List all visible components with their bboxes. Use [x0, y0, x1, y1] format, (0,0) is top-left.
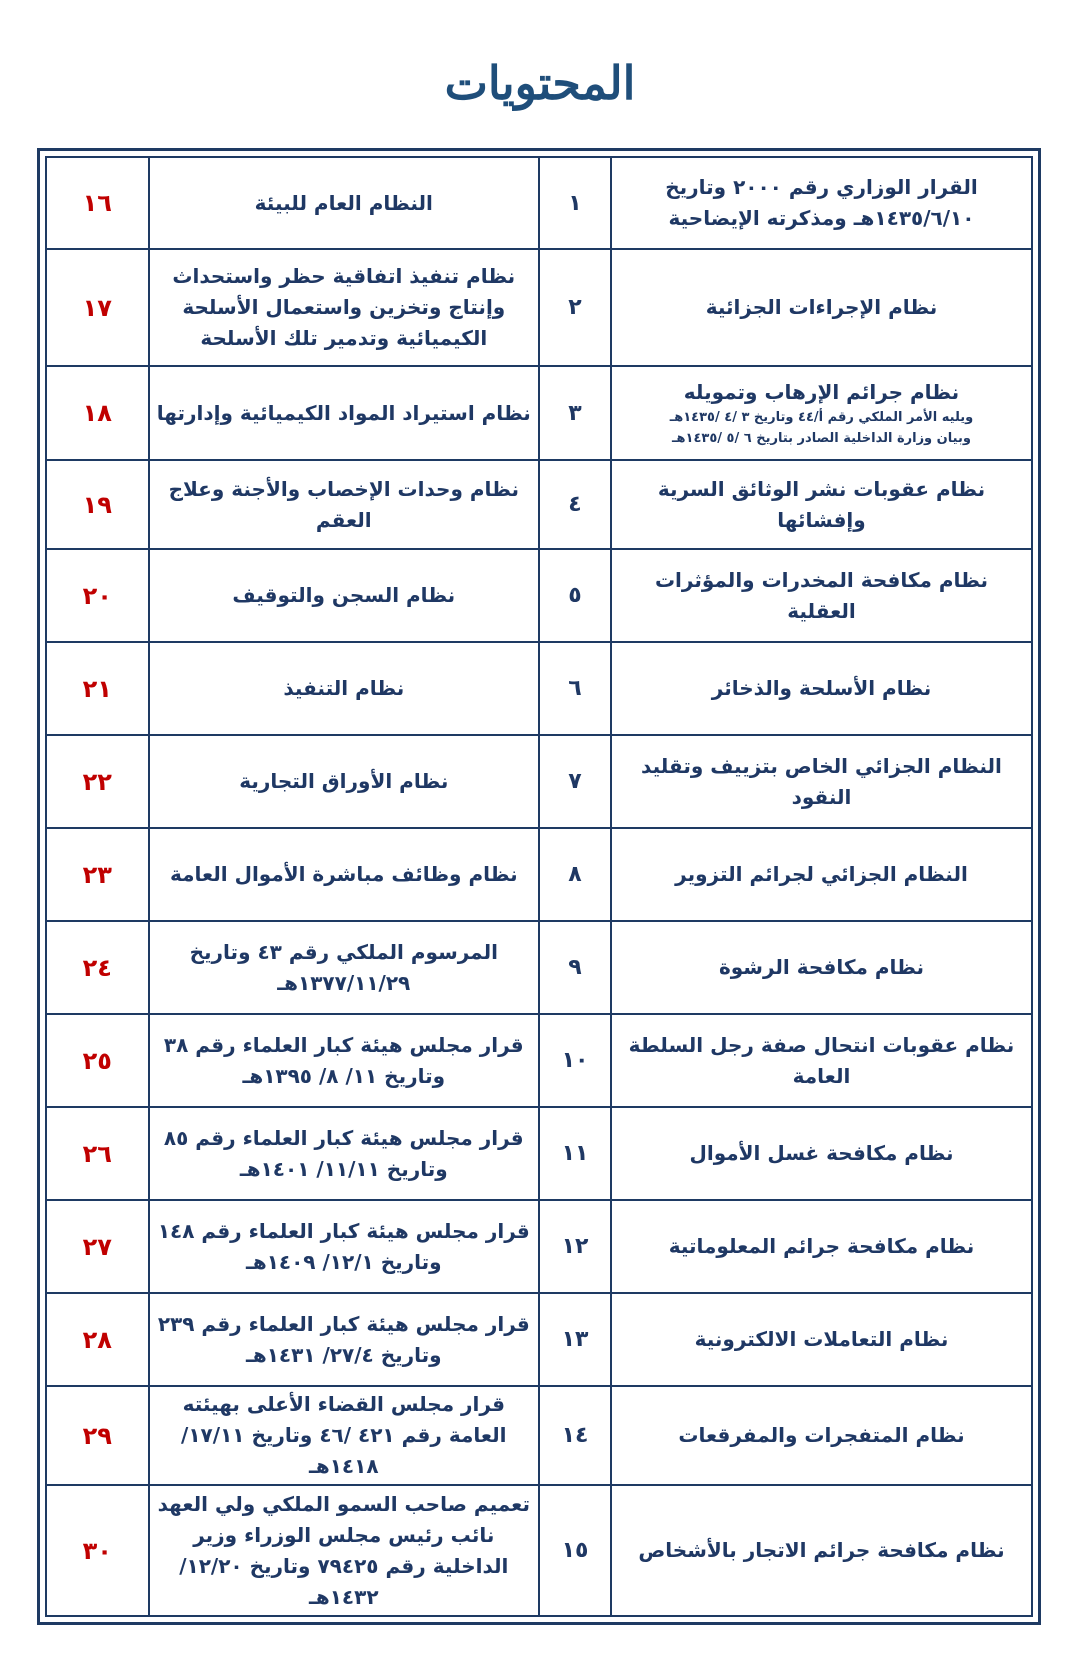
entry-title[interactable]: نظام التنفيذ: [149, 642, 539, 735]
entry-title[interactable]: قرار مجلس هيئة كبار العلماء رقم ٢٣٩ وتاريخ ٢٧/٤/ ١٤٣١هـ: [149, 1293, 539, 1386]
entry-number: ٢٨: [46, 1293, 149, 1386]
table-row: [46, 735, 1032, 828]
entry-title[interactable]: نظام الأسلحة والذخائر: [611, 642, 1032, 735]
entry-number: ٥: [539, 549, 611, 642]
table-row: [46, 460, 1032, 549]
entry-title[interactable]: نظام استيراد المواد الكيميائية وإدارتها: [149, 366, 539, 460]
entry-number: ٢٥: [46, 1014, 149, 1107]
table-row: [46, 1293, 1032, 1386]
entry-number: ٢٧: [46, 1200, 149, 1293]
entry-title[interactable]: نظام مكافحة جرائم الاتجار بالأشخاص: [611, 1485, 1032, 1616]
table-row: [46, 157, 1032, 249]
entry-number: ١١: [539, 1107, 611, 1200]
table-row: [46, 366, 1032, 460]
entry-title[interactable]: نظام وظائف مباشرة الأموال العامة: [149, 828, 539, 921]
entry-title[interactable]: [611, 366, 1032, 460]
entry-title[interactable]: نظام مكافحة غسل الأموال: [611, 1107, 1032, 1200]
entry-number: ٤: [539, 460, 611, 549]
entry-number: ١: [539, 157, 611, 249]
table-row: [46, 1386, 1032, 1485]
entry-title[interactable]: تعميم صاحب السمو الملكي ولي العهد نائب رئيس مجلس الوزراء وزير الداخلية رقم ٧٩٤٢٥ وتاريخ ١٢/٢٠/ ١٤٣٢هـ: [149, 1485, 539, 1616]
page-title: المحتويات: [444, 56, 636, 110]
table-row: [46, 921, 1032, 1014]
entry-number: ٢٤: [46, 921, 149, 1014]
entry-title[interactable]: قرار مجلس هيئة كبار العلماء رقم ١٤٨ وتاريخ ١٢/١/ ١٤٠٩هـ: [149, 1200, 539, 1293]
table-row: [46, 1107, 1032, 1200]
entry-number: ٣٠: [46, 1485, 149, 1616]
entry-title[interactable]: القرار الوزاري رقم ٢٠٠٠ وتاريخ ١٤٣٥/٦/١٠هـ ومذكرته الإيضاحية: [611, 157, 1032, 249]
entry-title[interactable]: نظام عقوبات نشر الوثائق السرية وإفشائها: [611, 460, 1032, 549]
entry-title[interactable]: نظام مكافحة المخدرات والمؤثرات العقلية: [611, 549, 1032, 642]
entry-number: ٢٩: [46, 1386, 149, 1485]
entry-subtitle: وبيان وزارة الداخلية الصادر بتاريخ ٦ /٥ /١٤٣٥هـ: [672, 430, 971, 446]
entry-title[interactable]: نظام مكافحة الرشوة: [611, 921, 1032, 1014]
entry-number: ٢٢: [46, 735, 149, 828]
entry-number: ٦: [539, 642, 611, 735]
entry-title[interactable]: النظام الجزائي الخاص بتزييف وتقليد النقود: [611, 735, 1032, 828]
entry-title[interactable]: نظام الأوراق التجارية: [149, 735, 539, 828]
entry-number: ١٥: [539, 1485, 611, 1616]
entry-number: ١٢: [539, 1200, 611, 1293]
entry-title[interactable]: نظام عقوبات انتحال صفة رجل السلطة العامة: [611, 1014, 1032, 1107]
contents-table: [37, 148, 1041, 1625]
entry-number: ٣: [539, 366, 611, 460]
entry-number: ١٨: [46, 366, 149, 460]
entry-number: ٩: [539, 921, 611, 1014]
entry-number: ٢: [539, 249, 611, 366]
table-row: [46, 1200, 1032, 1293]
table-row: [46, 549, 1032, 642]
entry-number: ١٧: [46, 249, 149, 366]
entry-title[interactable]: نظام التعاملات الالكترونية: [611, 1293, 1032, 1386]
entry-title[interactable]: النظام الجزائي لجرائم التزوير: [611, 828, 1032, 921]
entry-subtitle: ويليه الأمر الملكي رقم أ/٤٤ وتاريخ ٣ /٤ /١٤٣٥هـ: [669, 410, 974, 426]
entry-title[interactable]: نظام السجن والتوقيف: [149, 549, 539, 642]
entry-title[interactable]: نظام مكافحة جرائم المعلوماتية: [611, 1200, 1032, 1293]
entry-number: ٢٣: [46, 828, 149, 921]
entry-title[interactable]: النظام العام للبيئة: [149, 157, 539, 249]
entry-title[interactable]: قرار مجلس هيئة كبار العلماء رقم ٨٥ وتاريخ ١١/١١/ ١٤٠١هـ: [149, 1107, 539, 1200]
entry-title-main: نظام جرائم الإرهاب وتمويله: [683, 380, 960, 405]
table-row: [46, 828, 1032, 921]
entry-title[interactable]: قرار مجلس هيئة كبار العلماء رقم ٣٨ وتاريخ ١١/ ٨/ ١٣٩٥هـ: [149, 1014, 539, 1107]
entry-number: ١٠: [539, 1014, 611, 1107]
entry-number: ٢٠: [46, 549, 149, 642]
table-row: [46, 642, 1032, 735]
entry-title[interactable]: نظام وحدات الإخصاب والأجنة وعلاج العقم: [149, 460, 539, 549]
entry-title[interactable]: نظام تنفيذ اتفاقية حظر واستحداث وإنتاج وتخزين واستعمال الأسلحة الكيميائية وتدمير تلك الأسلحة: [149, 249, 539, 366]
entry-number: ١٦: [46, 157, 149, 249]
entry-number: ١٩: [46, 460, 149, 549]
entry-number: ٨: [539, 828, 611, 921]
entry-title[interactable]: المرسوم الملكي رقم ٤٣ وتاريخ ١٣٧٧/١١/٢٩هـ: [149, 921, 539, 1014]
entry-number: ٧: [539, 735, 611, 828]
table-row: [46, 249, 1032, 366]
entry-number: ١٣: [539, 1293, 611, 1386]
entry-title[interactable]: قرار مجلس القضاء الأعلى بهيئته العامة رقم ٤٢١ /٤٦ وتاريخ ١٧/١١/ ١٤١٨هـ: [149, 1386, 539, 1485]
entry-title[interactable]: نظام المتفجرات والمفرقعات: [611, 1386, 1032, 1485]
entry-number: ٢٦: [46, 1107, 149, 1200]
entry-title[interactable]: نظام الإجراءات الجزائية: [611, 249, 1032, 366]
table-row: [46, 1485, 1032, 1616]
entry-number: ٢١: [46, 642, 149, 735]
entry-number: ١٤: [539, 1386, 611, 1485]
table-row: [46, 1014, 1032, 1107]
